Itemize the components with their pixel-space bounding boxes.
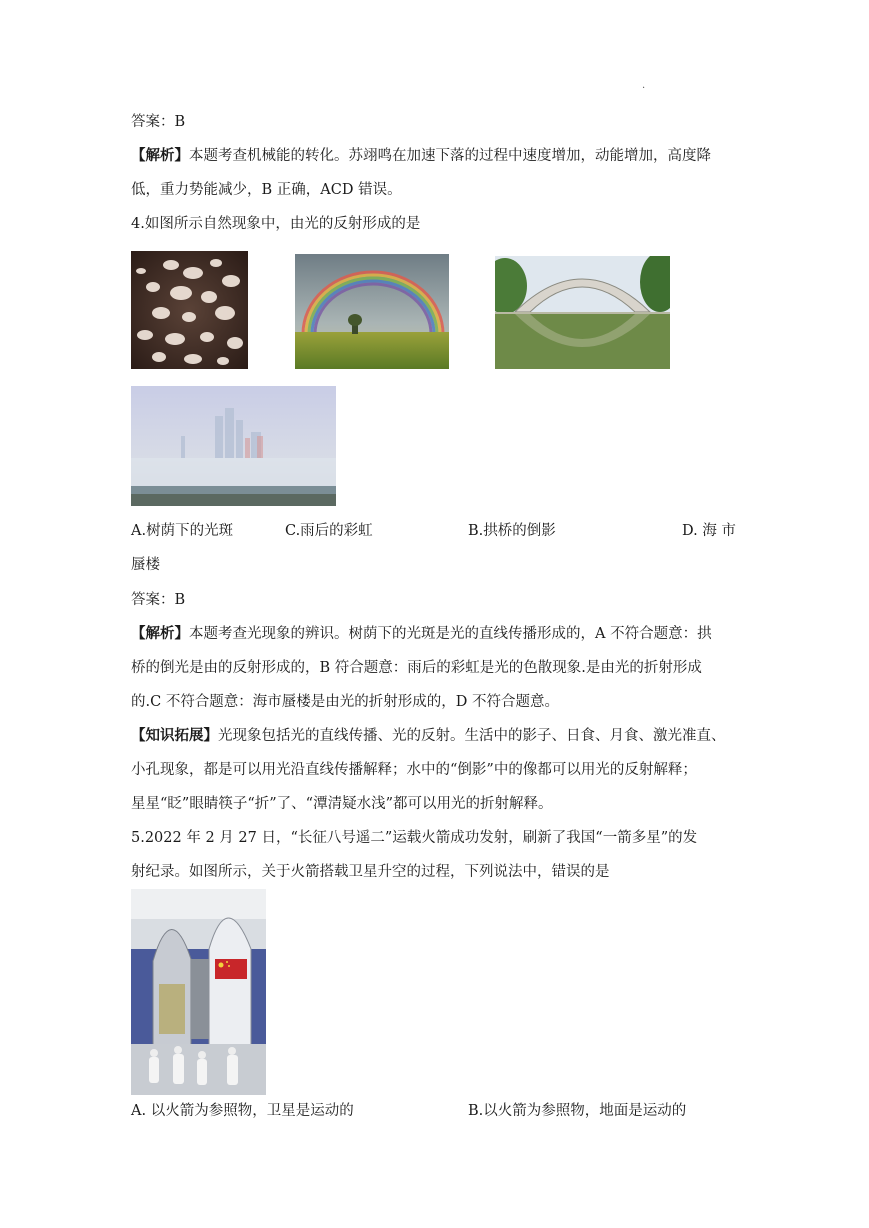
q5-option-b: B.以火箭为参照物，地面是运动的	[468, 1103, 687, 1119]
q4-extension-line3: 星星“眨”眼睛筷子“折”了、“潭清疑水浅”都可以用光的折射解释。	[131, 796, 553, 812]
arch-bridge-reflection-photo	[495, 256, 670, 369]
extension-tag: 【知识拓展】	[131, 727, 218, 744]
q4-extension-line1	[131, 726, 726, 746]
light-spots-under-tree-photo	[131, 251, 248, 369]
q4-option-c: C.雨后的彩虹	[285, 523, 373, 539]
analysis-tag: 【解析】	[131, 147, 189, 164]
q5-option-a: A. 以火箭为参照物，卫星是运动的	[131, 1103, 354, 1119]
q5-stem-line1: 5.2022 年 2 月 27 日，“长征八号遥二”运载火箭成功发射，刷新了我国“一箭多星”的发	[131, 830, 698, 846]
analysis-text: 本题考查机械能的转化。苏翊鸣在加速下落的过程中速度增加，动能增加，高度降	[189, 148, 711, 164]
mirage-photo	[131, 386, 336, 506]
q4-analysis-line2: 桥的倒光是由的反射形成的，B 符合题意：雨后的彩虹是光的色散现象.是由光的折射形成	[131, 660, 702, 676]
extension-text: 光现象包括光的直线传播、光的反射。生活中的影子、日食、月食、激光准直、	[218, 728, 726, 744]
q4-option-b: B.拱桥的倒影	[468, 523, 556, 539]
q4-option-a: A.树荫下的光斑	[131, 523, 234, 539]
analysis-text: 本题考查光现象的辨识。树荫下的光斑是光的直线传播形成的，A 不符合题意：拱	[189, 626, 712, 642]
q4-analysis-line1	[131, 624, 712, 644]
q3-analysis-line1	[131, 146, 711, 166]
q4-option-d-cont: 蜃楼	[131, 557, 160, 573]
q3-answer: 答案：B	[131, 114, 186, 130]
q4-analysis-line3: 的.C 不符合题意：海市蜃楼是由光的折射形成的，D 不符合题意。	[131, 694, 560, 710]
q4-option-d: D. 海 市	[682, 523, 736, 539]
q4-extension-line2: 小孔现象，都是可以用光沿直线传播解释；水中的“倒影”中的像都可以用光的反射解释；	[131, 762, 697, 778]
rocket-fairing-photo	[131, 889, 266, 1095]
rainbow-photo	[295, 254, 449, 369]
q4-stem: 4.如图所示自然现象中，由光的反射形成的是	[131, 216, 421, 232]
q4-answer: 答案：B	[131, 592, 186, 608]
analysis-tag: 【解析】	[131, 625, 189, 642]
q3-analysis-line2: 低，重力势能减少，B 正确，ACD 错误。	[131, 182, 402, 198]
header-mark: .	[642, 80, 646, 91]
q5-stem-line2: 射纪录。如图所示，关于火箭搭载卫星升空的过程，下列说法中，错误的是	[131, 864, 610, 880]
